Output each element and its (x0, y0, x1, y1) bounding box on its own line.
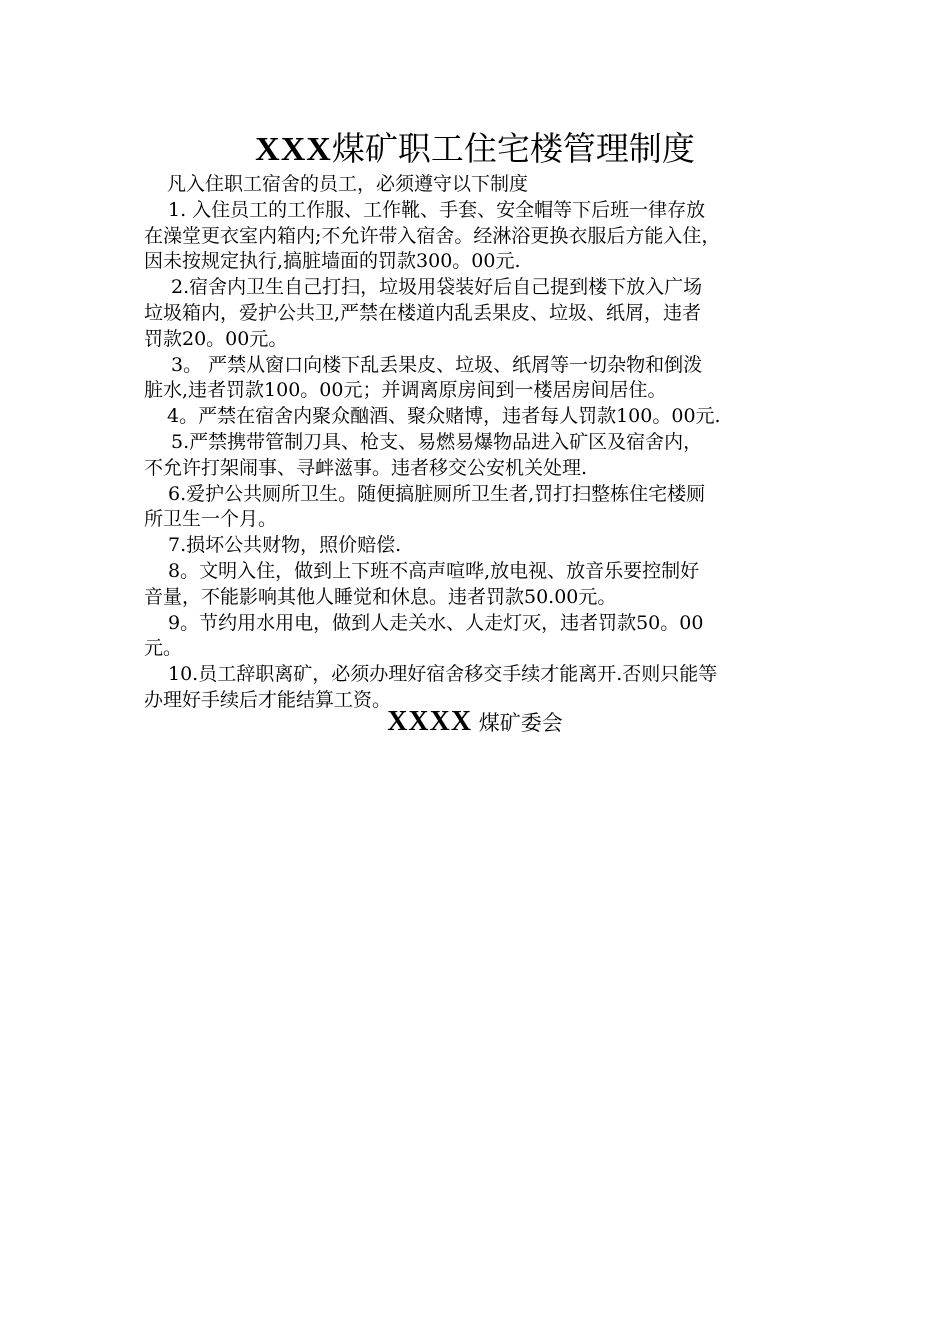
rule-5-line-1: 5.严禁携带管制刀具、枪支、易燃易爆物品进入矿区及宿舍内， (171, 430, 703, 453)
rule-9-line-2: 元。 (144, 637, 183, 660)
rule-2 (144, 275, 824, 352)
rule-6-line-2: 所卫生一个月。 (144, 508, 278, 531)
rule-1-line-1: 1. 入住员工的工作服、工作靴、手套、安全帽等下后班一律存放 (168, 198, 706, 221)
rule-4 (144, 404, 824, 430)
rule-7 (144, 533, 824, 559)
rule-3-line-2: 脏水,违者罚款100。00元；并调离原房间到一楼居房间居住。 (144, 379, 667, 402)
rule-1-line-2: 在澡堂更衣室内箱内;不允许带入宿舍。经淋浴更换衣服后方能入住， (144, 224, 721, 247)
rule-7-line-1: 7.损坏公共财物，照价赔偿. (168, 534, 402, 557)
rule-6-line-1: 6.爱护公共厕所卫生。随便搞脏厕所卫生者,罚打扫整栋住宅楼厕 (168, 482, 706, 505)
rule-8 (144, 559, 824, 611)
document-title (0, 125, 950, 174)
rule-8-line-1: 8。文明入住，做到上下班不高声喧哗,放电视、放音乐要控制好 (168, 559, 700, 582)
rule-5 (144, 430, 824, 482)
rule-4-line-1: 4。严禁在宿舍内聚众酗酒、聚众赌博，违者每人罚款100。00元. (167, 405, 721, 428)
rule-1 (144, 198, 824, 275)
rule-10-line-1: 10.员工辞职离矿，必须办理好宿舍移交手续才能离开.否则只能等 (168, 663, 718, 686)
rule-2-line-3: 罚款20。00元。 (144, 327, 288, 350)
rule-3-line-1: 3。 严禁从窗口向楼下乱丢果皮、垃圾、纸屑等一切杂物和倒泼 (171, 353, 703, 376)
intro-line: 凡入住职工宿舍的员工，必须遵守以下制度 (167, 173, 529, 195)
rule-2-line-2: 垃圾箱内，爱护公共卫,严禁在楼道内乱丢果皮、垃圾、纸屑，违者 (144, 301, 702, 324)
rule-10-line-2: 办理好手续后才能结算工资。 (144, 688, 392, 711)
signature-prefix: XXXX (387, 706, 473, 737)
rule-5-line-2: 不允许打架闹事、寻衅滋事。违者移交公安机关处理. (144, 456, 588, 479)
title-main: 煤矿职工住宅楼管理制度 (331, 129, 695, 168)
signature-main: 煤矿委会 (478, 711, 563, 735)
document-signature (0, 704, 950, 741)
rule-8-line-2: 音量，不能影响其他人睡觉和休息。违者罚款50.00元。 (144, 585, 617, 608)
rule-2-line-1: 2.宿舍内卫生自己打扫，垃圾用袋装好后自己提到楼下放入广场 (171, 276, 703, 299)
title-prefix: XXX (255, 131, 332, 168)
rule-1-line-3: 因未按规定执行,搞脏墙面的罚款300。00元. (144, 250, 521, 273)
rule-3 (144, 353, 824, 405)
document-body (144, 172, 824, 714)
rule-9 (144, 611, 824, 663)
intro-paragraph (144, 172, 824, 198)
rule-9-line-1: 9。节约用水用电，做到人走关水、人走灯灭，违者罚款50。00 (168, 611, 704, 634)
rule-6 (144, 482, 824, 534)
